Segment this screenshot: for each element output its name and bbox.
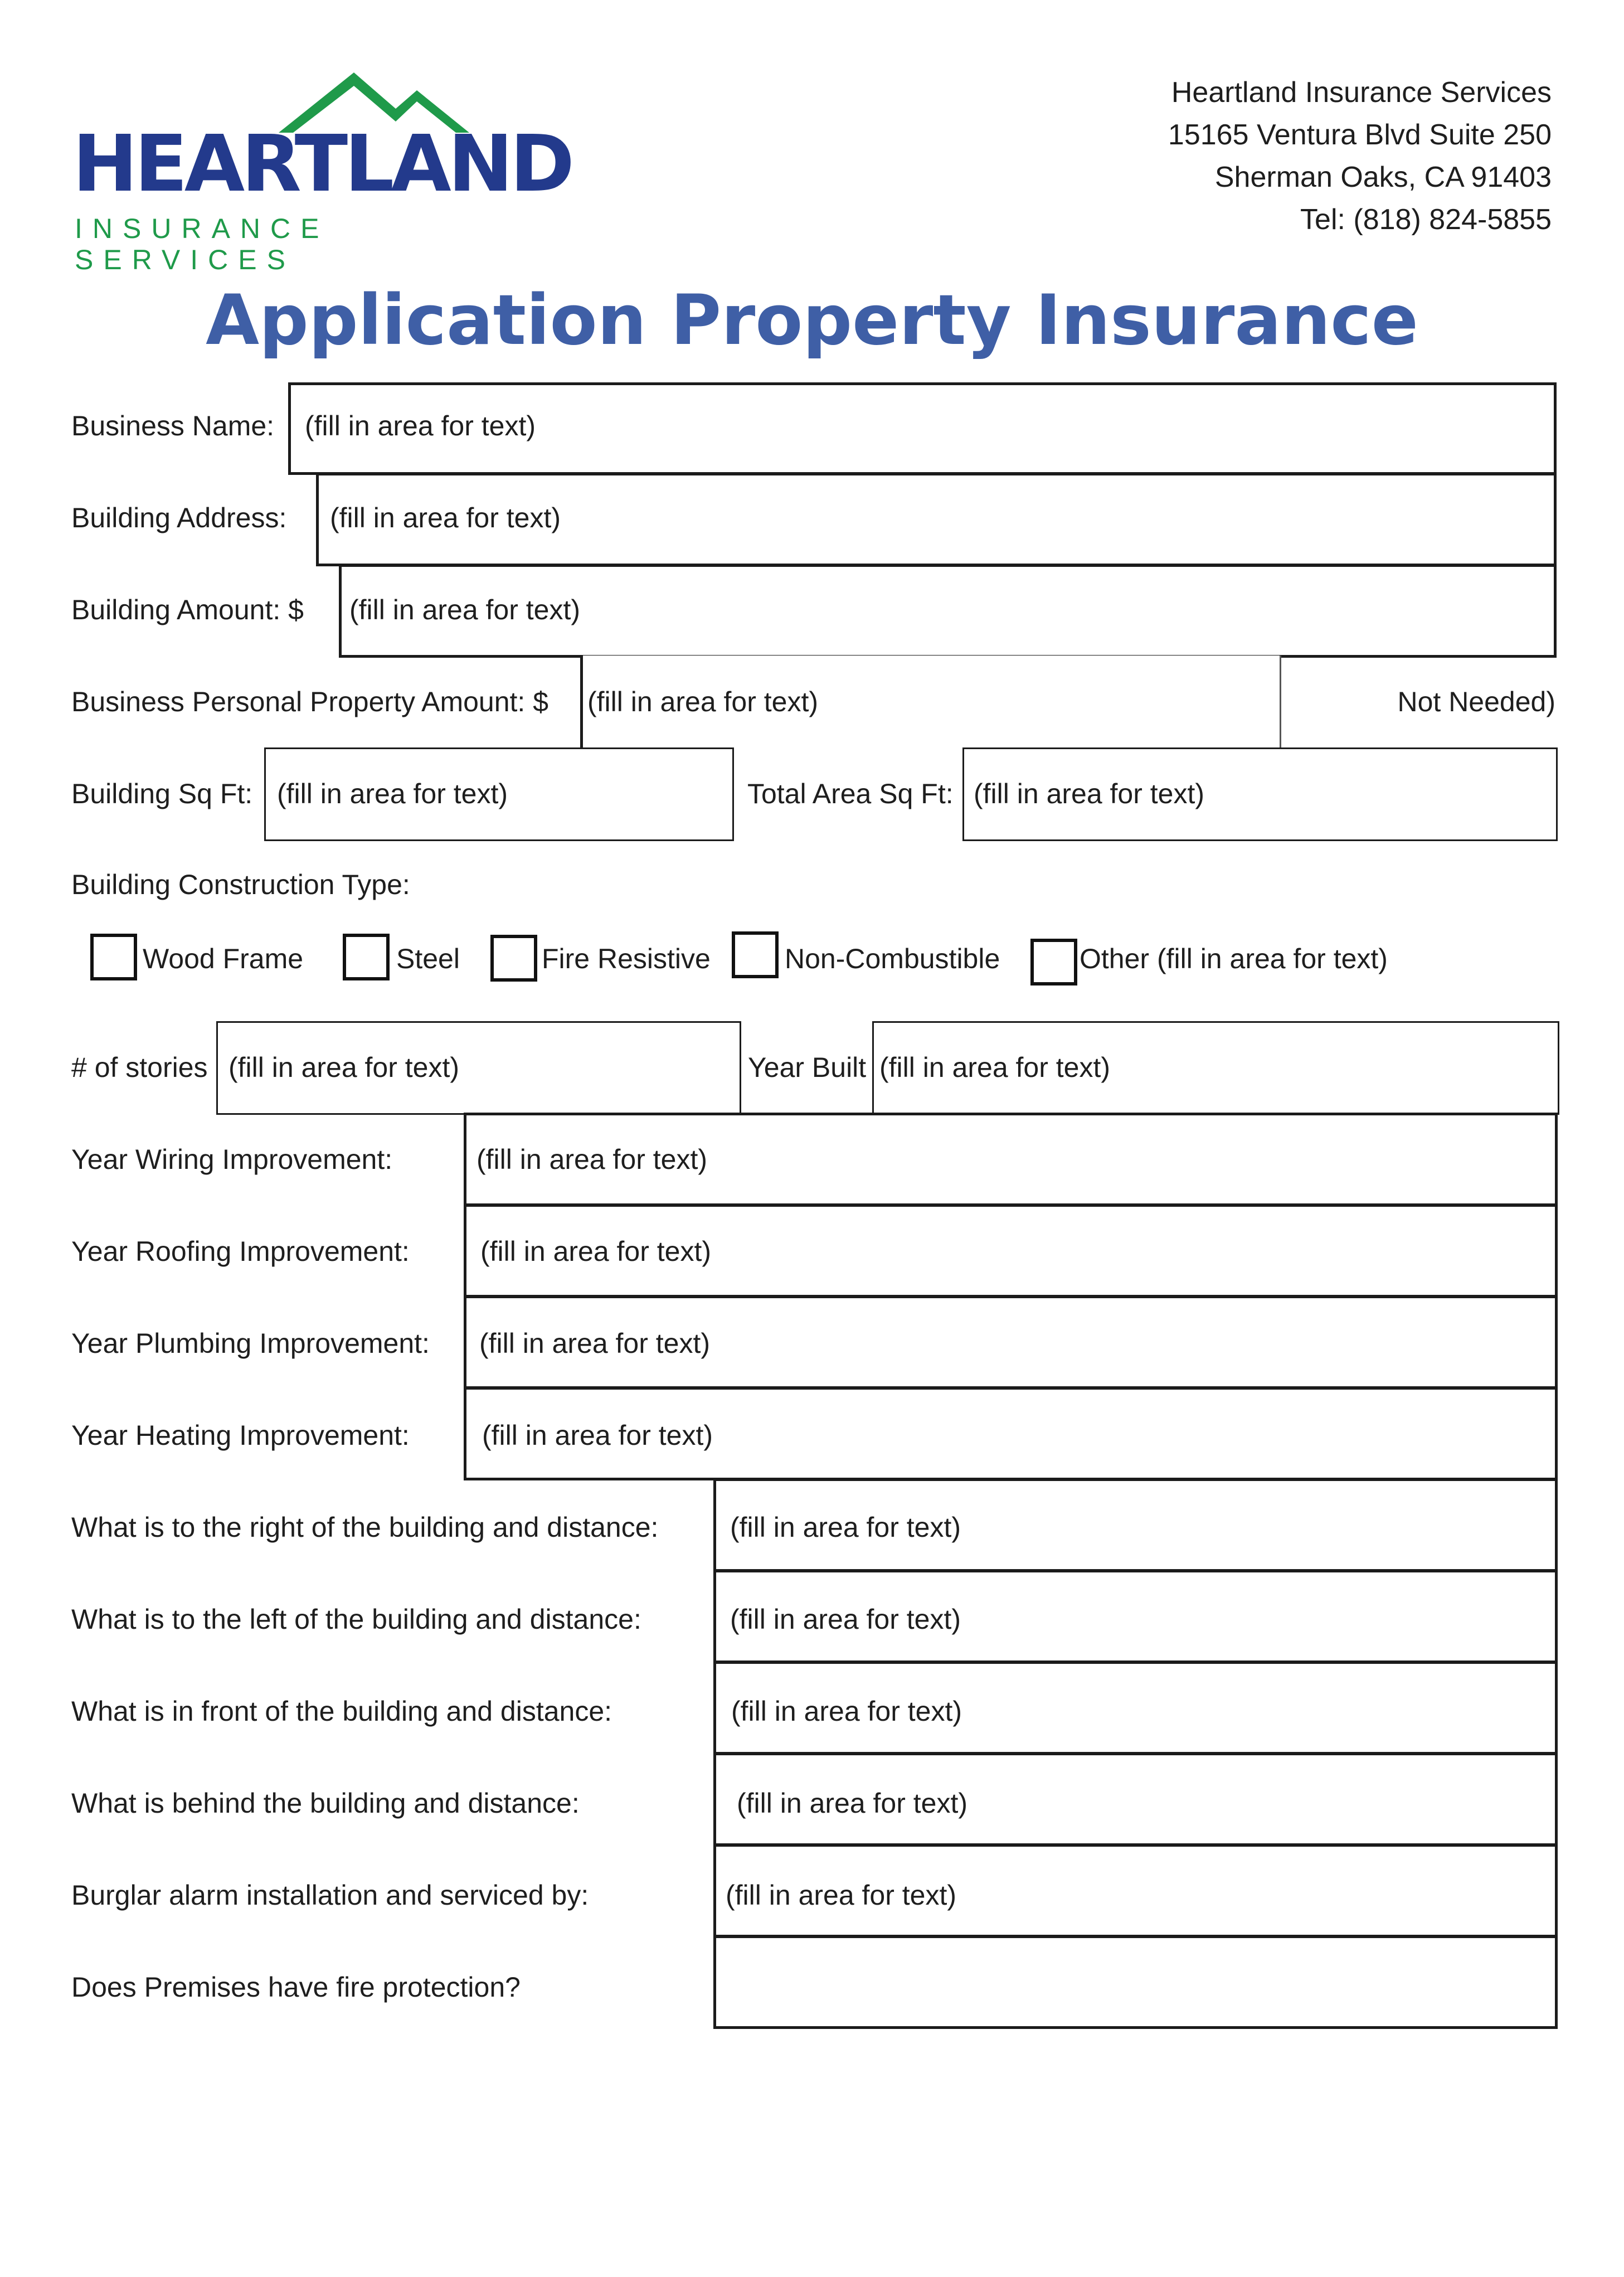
wood-frame-label: Wood Frame [143,943,304,974]
non-combustible-label: Non-Combustible [785,943,1000,974]
other-checkbox[interactable] [1030,939,1077,985]
right-of-building-label: What is to the right of the building and distance: [71,1512,659,1543]
year-wiring-value: (fill in area for text) [476,1144,708,1175]
left-of-building-value: (fill in area for text) [730,1604,961,1635]
left-of-building-label: What is to the left of the building and distance: [71,1604,641,1635]
front-of-building-label: What is in front of the building and distance: [71,1696,612,1727]
other-label: Other (fill in area for text) [1080,943,1388,974]
building-sqft-label: Building Sq Ft: [71,778,253,809]
year-built-label: Year Built [748,1052,867,1083]
building-address-label: Building Address: [71,502,287,533]
front-of-building-value: (fill in area for text) [731,1696,962,1727]
stories-value: (fill in area for text) [228,1052,460,1083]
fire-protection-label: Does Premises have fire protection? [71,1972,521,2003]
right-of-building-value: (fill in area for text) [730,1512,961,1543]
fire-resistive-checkbox[interactable] [490,935,537,982]
business-name-value: (fill in area for text) [305,410,536,441]
building-amount-label: Building Amount: $ [71,594,304,625]
non-combustible-checkbox[interactable] [732,931,779,978]
year-wiring-label: Year Wiring Improvement: [71,1144,393,1175]
stories-label: # of stories [71,1052,208,1083]
page-title: Application Property Insurance [206,280,1418,361]
logo-wordmark: HEARTLAND [72,119,572,210]
building-address-value: (fill in area for text) [330,502,561,533]
company-street: 15165 Ventura Blvd Suite 250 [1168,119,1552,151]
steel-label: Steel [396,943,460,974]
company-logo [72,67,572,275]
burglar-alarm-label: Burglar alarm installation and serviced by: [71,1880,589,1911]
year-roofing-value: (fill in area for text) [480,1236,712,1267]
construction-type-label: Building Construction Type: [71,869,410,900]
behind-building-label: What is behind the building and distance: [71,1788,580,1819]
company-city: Sherman Oaks, CA 91403 [1214,161,1552,193]
bpp-amount-label: Business Personal Property Amount: $ [71,686,549,717]
company-name: Heartland Insurance Services [1171,76,1552,109]
logo-tagline: INSURANCE SERVICES [75,213,329,275]
steel-checkbox[interactable] [343,934,390,980]
building-sqft-value: (fill in area for text) [277,778,508,809]
bpp-amount-value: (fill in area for text) [587,686,819,717]
year-heating-value: (fill in area for text) [482,1420,713,1451]
company-phone: Tel: (818) 824-5855 [1300,203,1552,236]
total-area-sqft-label: Total Area Sq Ft: [747,778,954,809]
fire-protection-field[interactable] [713,1935,1558,2029]
bpp-not-needed-note: Not Needed) [1397,686,1555,717]
behind-building-value: (fill in area for text) [737,1788,968,1819]
total-area-sqft-value: (fill in area for text) [974,778,1205,809]
year-plumbing-label: Year Plumbing Improvement: [71,1328,430,1359]
business-name-label: Business Name: [71,410,275,441]
burglar-alarm-value: (fill in area for text) [726,1880,957,1911]
year-heating-label: Year Heating Improvement: [71,1420,410,1451]
fire-resistive-label: Fire Resistive [542,943,711,974]
year-plumbing-value: (fill in area for text) [479,1328,711,1359]
building-amount-value: (fill in area for text) [349,594,581,625]
year-roofing-label: Year Roofing Improvement: [71,1236,410,1267]
year-built-value: (fill in area for text) [879,1052,1111,1083]
wood-frame-checkbox[interactable] [90,934,137,980]
